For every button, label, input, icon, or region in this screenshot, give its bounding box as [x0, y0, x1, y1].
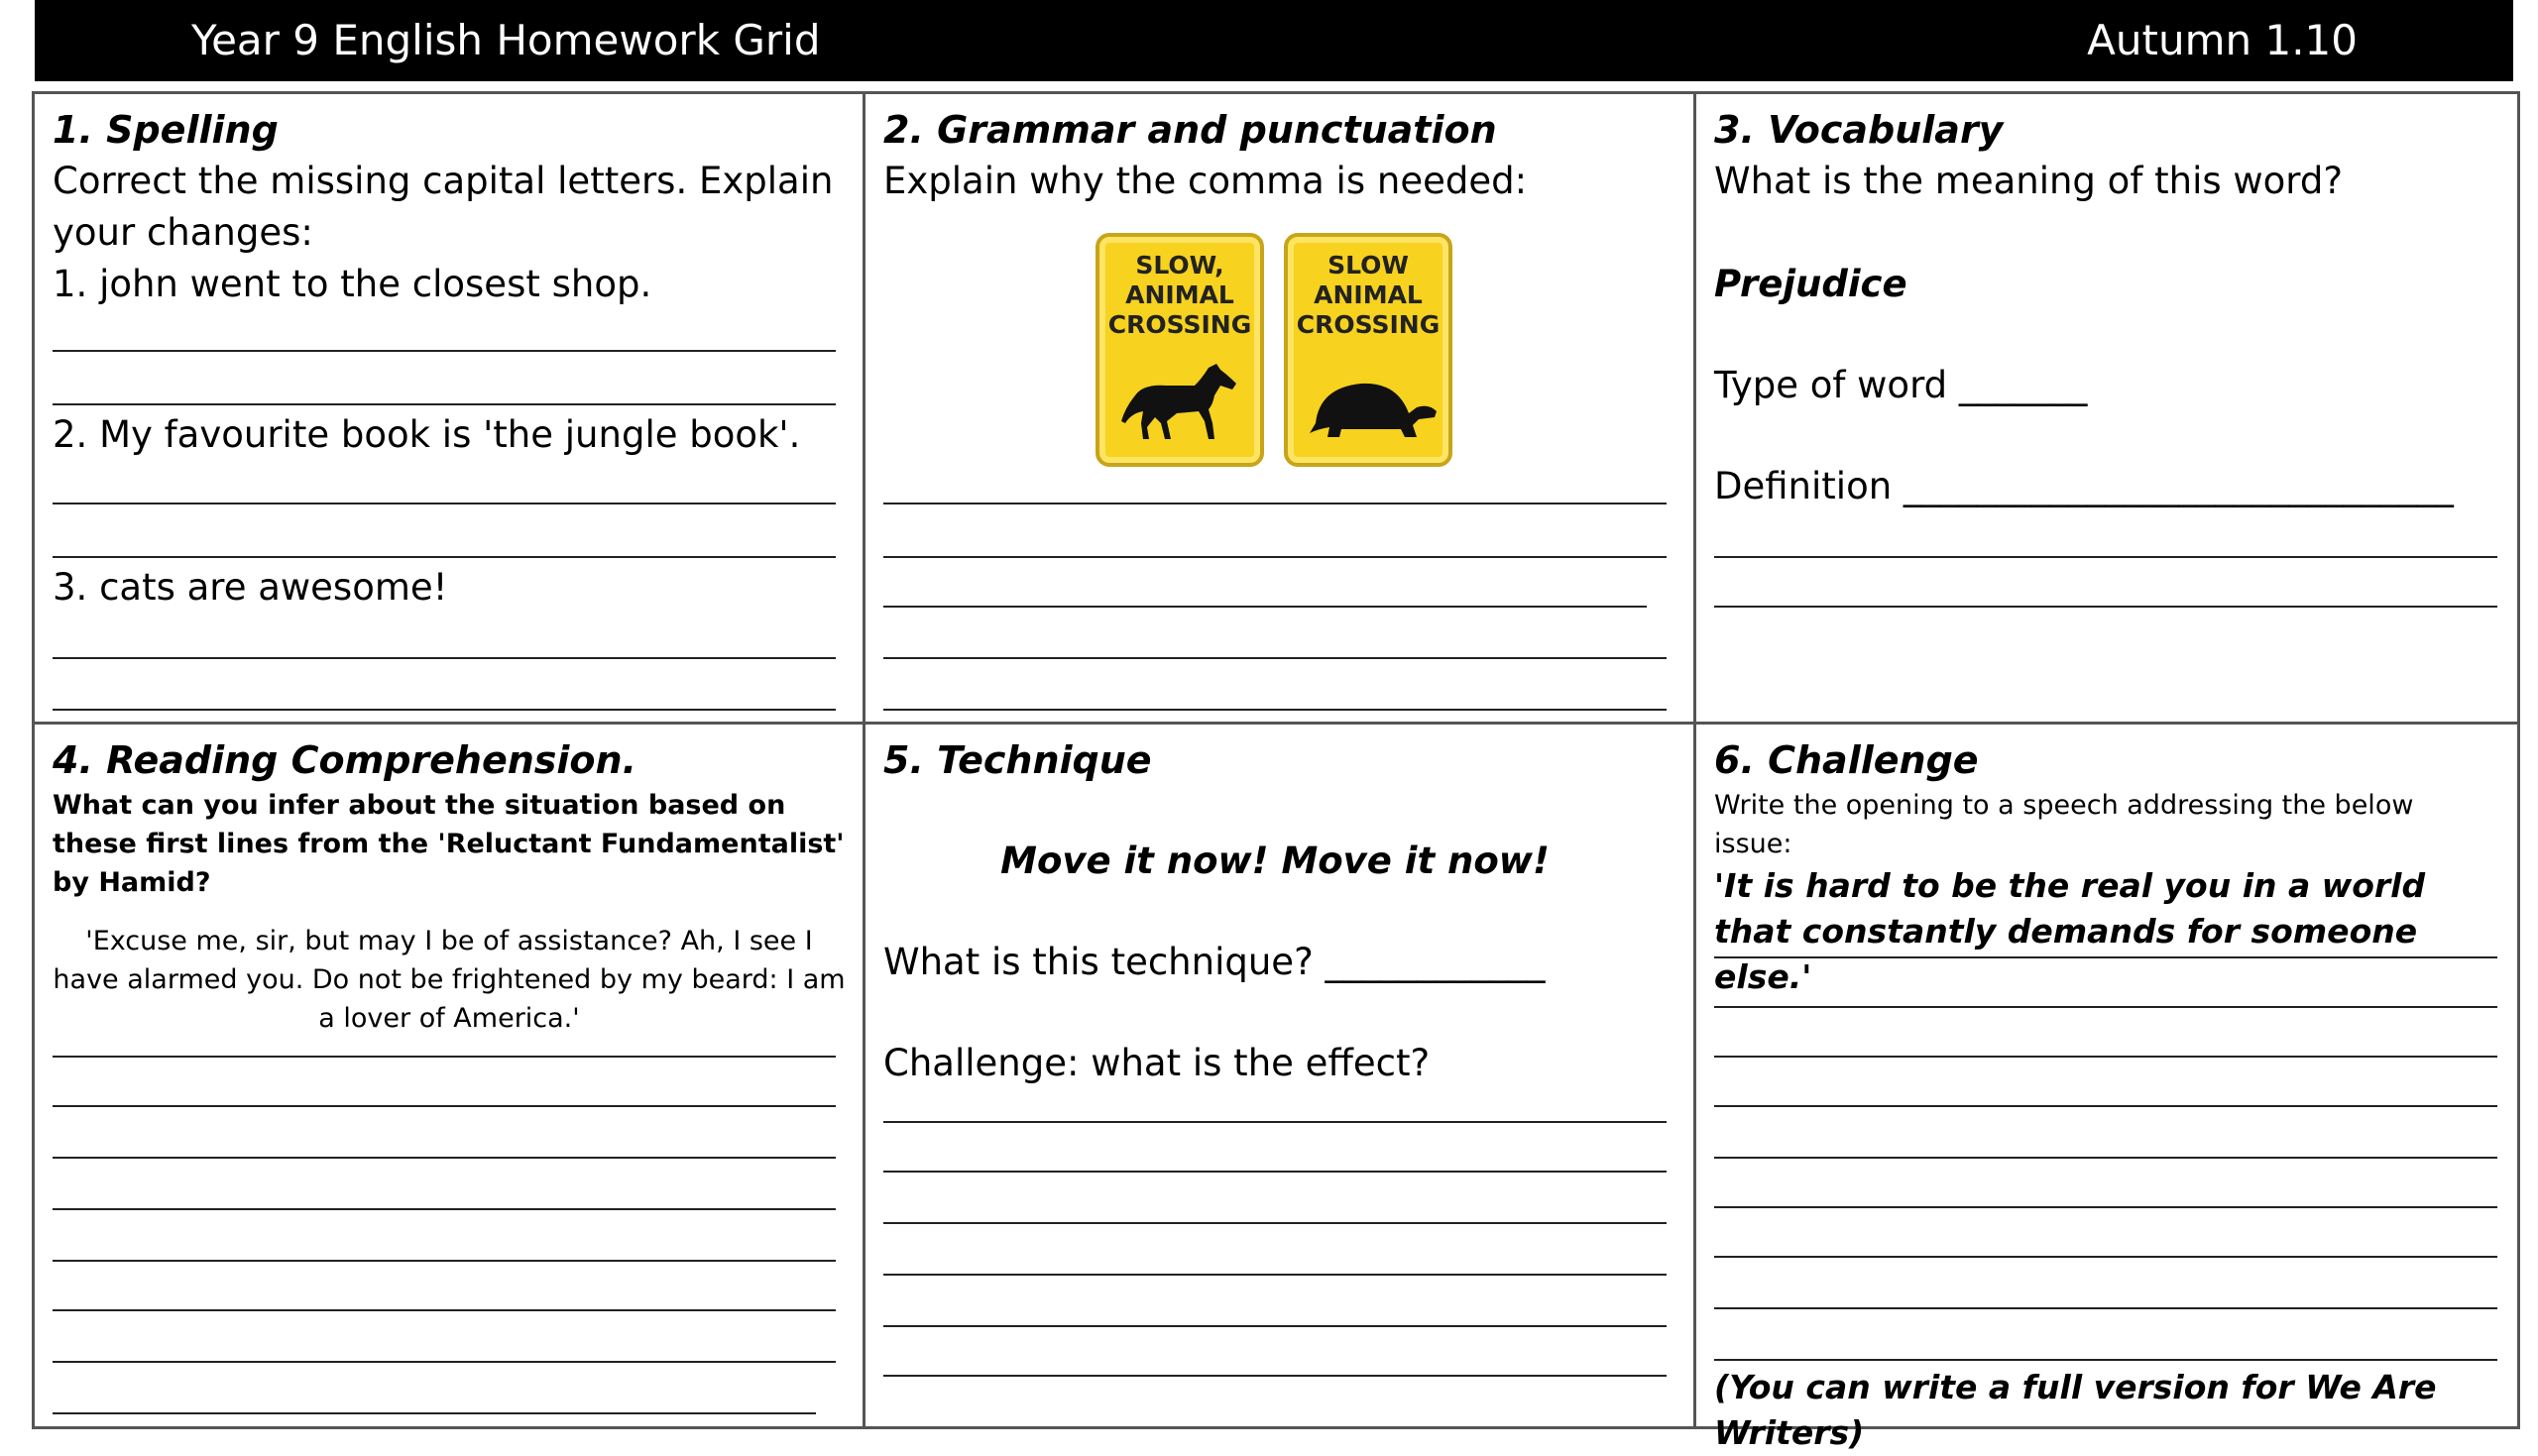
sign-2-text: SLOW ANIMAL CROSSING	[1296, 251, 1441, 339]
reading-heading: 4. Reading Comprehension.	[53, 738, 637, 782]
answer-line	[1714, 956, 2497, 958]
horse-icon	[1117, 362, 1242, 441]
term-code: Autumn 1.10	[2087, 16, 2358, 64]
sign-1-text: SLOW, ANIMAL CROSSING	[1107, 251, 1252, 339]
answer-line	[53, 503, 836, 504]
answer-line	[53, 1260, 836, 1262]
answer-line	[53, 1412, 816, 1414]
answer-line	[53, 709, 836, 711]
answer-line	[1714, 1206, 2497, 1208]
cell-vocabulary	[1696, 94, 2517, 725]
challenge-footer: (You can write a full version for We Are Writers)	[1714, 1368, 2437, 1452]
vocabulary-heading: 3. Vocabulary	[1714, 108, 2004, 152]
reading-quote: 'Excuse me, sir, but may I be of assistance? Ah, I see I have alarmed you. Do not be frightened by my beard: I am a lover of America.'	[53, 926, 846, 1034]
answer-line	[883, 503, 1667, 504]
answer-line	[53, 1157, 836, 1159]
answer-line	[883, 709, 1667, 711]
answer-line	[53, 350, 836, 352]
answer-line	[1714, 1105, 2497, 1107]
answer-line	[1714, 1056, 2497, 1058]
type-of-word-label: Type of word _______	[1714, 364, 2088, 406]
spelling-item-3: 3. cats are awesome!	[53, 566, 448, 609]
tortoise-icon	[1306, 378, 1441, 441]
answer-line	[53, 1056, 836, 1058]
technique-challenge: Challenge: what is the effect?	[883, 1042, 1431, 1084]
cell-spelling	[35, 94, 865, 725]
answer-line	[883, 1375, 1667, 1377]
sign-with-comma	[1096, 233, 1264, 467]
technique-quote: Move it now! Move it now!	[1000, 840, 1550, 882]
challenge-instruction: Write the opening to a speech addressing the below issue:	[1714, 790, 2414, 859]
sign-without-comma	[1284, 233, 1452, 467]
answer-line	[53, 1105, 836, 1107]
definition-label: Definition ______________________________	[1714, 465, 2454, 507]
answer-line	[1714, 1359, 2497, 1361]
answer-line	[1714, 1157, 2497, 1159]
spelling-item-1: 1. john went to the closest shop.	[53, 263, 652, 305]
answer-line	[1714, 606, 2497, 608]
answer-line	[1714, 1307, 2497, 1309]
answer-line	[883, 657, 1667, 659]
answer-line	[53, 1208, 836, 1210]
road-signs	[1096, 233, 1452, 467]
spelling-heading: 1. Spelling	[53, 108, 279, 152]
spelling-item-2: 2. My favourite book is 'the jungle book'.	[53, 413, 801, 456]
grammar-heading: 2. Grammar and punctuation	[883, 108, 1497, 152]
page-title: Year 9 English Homework Grid	[191, 16, 821, 64]
answer-line	[883, 1121, 1667, 1123]
challenge-quote: 'It is hard to be the real you in a world that constantly demands for someone else.'	[1714, 866, 2426, 996]
reading-question: What can you infer about the situation based on these first lines from the 'Reluctant Fundamentalist' by Hamid?	[53, 790, 845, 898]
answer-line	[883, 556, 1667, 558]
technique-heading: 5. Technique	[883, 738, 1152, 782]
answer-line	[883, 1325, 1667, 1327]
homework-grid	[32, 91, 2520, 1452]
vocabulary-word: Prejudice	[1714, 263, 1907, 305]
cell-reading-comprehension	[35, 725, 865, 1426]
answer-line	[53, 1361, 836, 1363]
cell-challenge	[1696, 725, 2517, 1452]
technique-question: What is this technique? ____________	[883, 941, 1546, 983]
spelling-instruction: Correct the missing capital letters. Explain your changes:	[53, 160, 834, 254]
answer-line	[53, 403, 836, 405]
answer-line	[53, 556, 836, 558]
answer-line	[53, 1309, 836, 1311]
answer-line	[883, 1274, 1667, 1276]
answer-line	[1714, 1256, 2497, 1258]
header-bar	[35, 0, 2513, 81]
answer-line	[883, 606, 1647, 608]
challenge-heading: 6. Challenge	[1714, 738, 1979, 782]
answer-line	[883, 1171, 1667, 1173]
vocabulary-question: What is the meaning of this word?	[1714, 160, 2343, 202]
cell-grammar	[865, 94, 1696, 725]
answer-line	[53, 657, 836, 659]
answer-line	[1714, 556, 2497, 558]
answer-line	[1714, 1006, 2497, 1008]
answer-line	[883, 1222, 1667, 1224]
grammar-instruction: Explain why the comma is needed:	[883, 160, 1528, 202]
cell-technique	[865, 725, 1696, 1426]
